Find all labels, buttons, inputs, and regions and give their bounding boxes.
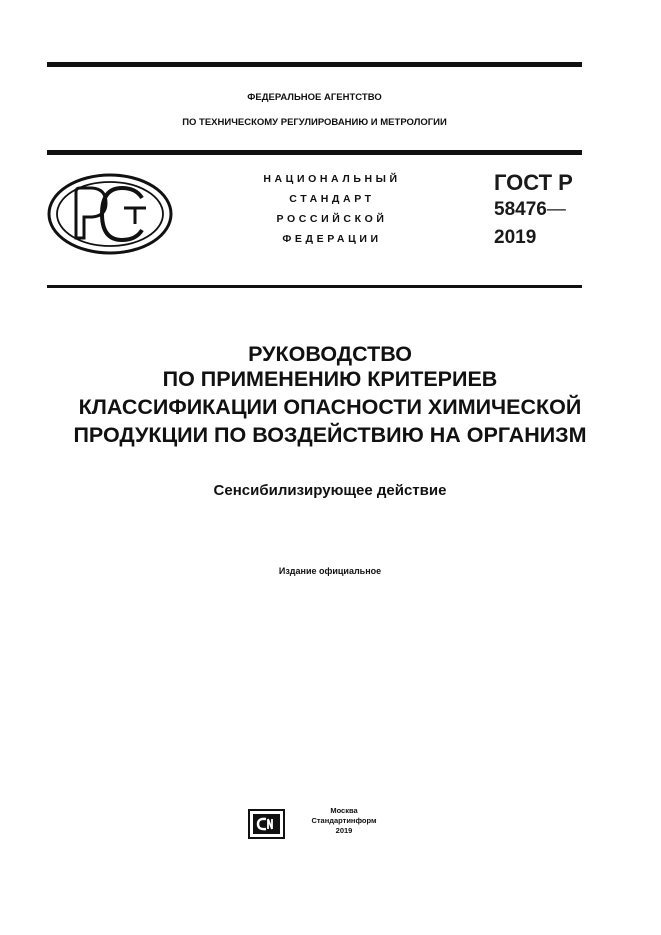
national-standard-line-3: РОССИЙСКОЙ [276, 213, 388, 225]
national-standard-line-2: СТАНДАРТ [289, 193, 375, 205]
national-standard-line-4: ФЕДЕРАЦИИ [282, 233, 382, 245]
standard-block-bottom-rule [47, 285, 582, 288]
rst-certification-logo-icon [46, 172, 174, 256]
document-subtitle: Сенсибилизирующее действие [213, 482, 447, 499]
publisher-year: 2019 [335, 826, 353, 835]
document-title-line-1: РУКОВОДСТВО [248, 342, 412, 366]
standard-year: 2019 [494, 227, 537, 248]
agency-line-1: ФЕДЕРАЛЬНОЕ АГЕНТСТВО [247, 92, 382, 103]
agency-line-2: ПО ТЕХНИЧЕСКОМУ РЕГУЛИРОВАНИЮ И МЕТРОЛОГИИ [182, 117, 447, 128]
standard-designation: ГОСТ Р [494, 170, 573, 195]
edition-label: Издание официальное [278, 566, 382, 576]
standard-number: 58476 [494, 199, 547, 220]
national-standard-line-1: НАЦИОНАЛЬНЫЙ [263, 173, 401, 185]
standard-block-top-rule [47, 150, 582, 155]
document-title-line-3: КЛАССИФИКАЦИИ ОПАСНОСТИ ХИМИЧЕСКОЙ [78, 395, 582, 419]
standard-number-dash: — [546, 199, 566, 220]
standartinform-logo-icon [248, 809, 285, 839]
publisher-name: Стандартинформ [311, 816, 377, 825]
publisher-city: Москва [330, 806, 358, 815]
document-title-line-4: ПРОДУКЦИИ ПО ВОЗДЕЙСТВИЮ НА ОРГАНИЗМ [73, 423, 587, 447]
standard-number-line [494, 199, 566, 221]
top-rule [47, 62, 582, 67]
document-title-line-2: ПО ПРИМЕНЕНИЮ КРИТЕРИЕВ [162, 367, 498, 391]
